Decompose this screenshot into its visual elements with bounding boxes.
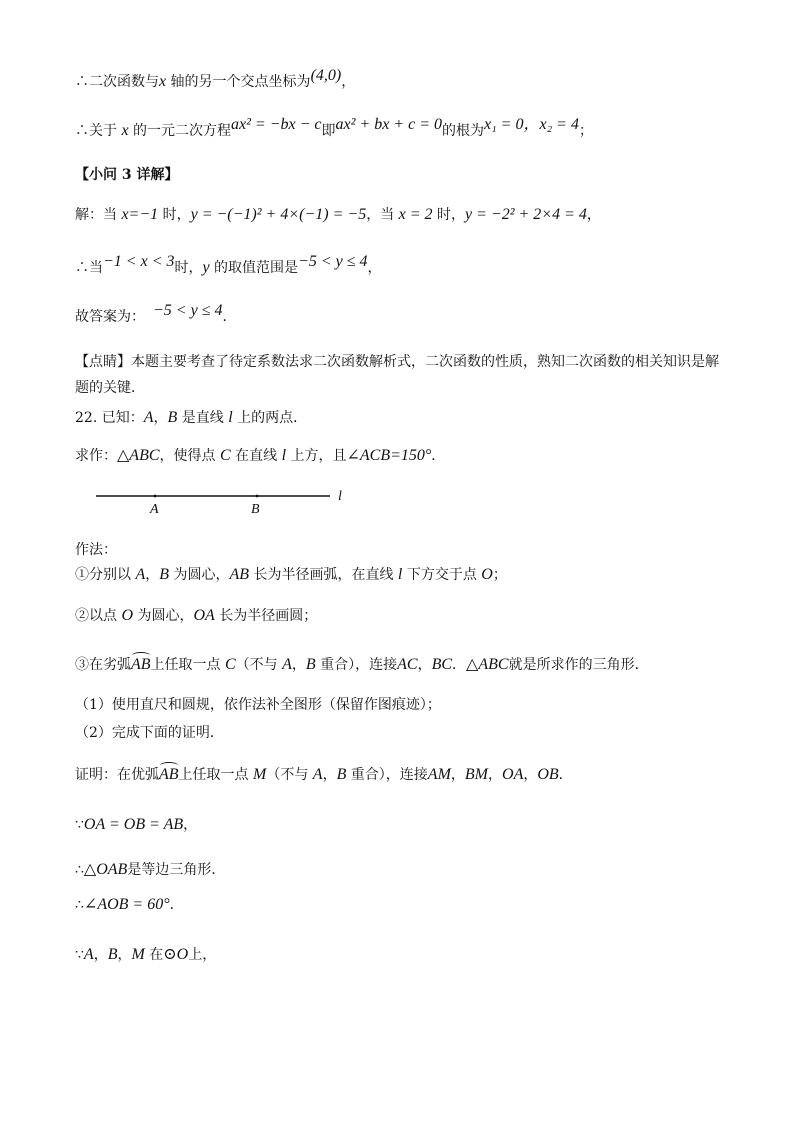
line-step-3	[75, 655, 649, 675]
line-proof-start	[75, 765, 573, 785]
text: ∵	[75, 817, 84, 833]
text: ②以点	[75, 608, 122, 624]
text: 故答案为：	[75, 309, 145, 325]
text: 在	[144, 947, 164, 963]
text: ，	[367, 260, 382, 276]
text: ，	[145, 567, 160, 583]
line-step-2	[75, 606, 317, 626]
text: （2）完成下面的证明．	[75, 725, 224, 741]
math: C	[225, 656, 236, 673]
line-proof-4	[75, 945, 216, 965]
text: ∴关于	[75, 123, 122, 139]
math: OA	[502, 766, 524, 783]
math: B	[336, 766, 347, 783]
math: x = 2	[398, 206, 433, 223]
text: ．	[222, 309, 237, 325]
math: x=−1	[121, 206, 159, 223]
text: ，使得点	[159, 448, 220, 464]
line-proof-3	[75, 895, 184, 915]
math: BC	[431, 656, 453, 673]
text: 上任取一点	[150, 657, 225, 673]
math: ∠AOB = 60°	[83, 896, 170, 913]
text: 上方，且	[286, 448, 347, 464]
text: ∴当	[75, 260, 103, 276]
math: y = −(−1)² + 4×(−1) = −5	[190, 206, 367, 223]
text: 是等边三角形．	[127, 862, 226, 878]
math: A	[135, 566, 146, 583]
text: 重合），连接	[346, 767, 428, 783]
math: x	[159, 73, 167, 90]
math: O	[121, 607, 134, 624]
text: ，	[341, 74, 356, 90]
line-answer	[75, 302, 237, 327]
arc-ab: AB	[159, 766, 179, 783]
math: A	[143, 409, 154, 426]
text: ．	[169, 897, 184, 913]
text: 长为半径画弧，在直线	[249, 567, 398, 583]
text: ①分别以	[75, 567, 136, 583]
math: x	[121, 122, 129, 139]
math: −5 < y ≤ 4	[153, 302, 223, 319]
math: B	[159, 566, 170, 583]
text: ，	[117, 947, 132, 963]
text: ∵	[75, 947, 84, 963]
text: 【小问 3 详解】	[75, 167, 179, 183]
math: −1 < x < 3	[103, 253, 175, 270]
text: 轴的另一个交点坐标为	[166, 74, 311, 90]
math: y	[202, 259, 210, 276]
math: A	[312, 766, 323, 783]
math: −5 < y ≤ 4	[298, 253, 368, 270]
text: ，	[322, 767, 337, 783]
math: AB	[229, 566, 250, 583]
math: O	[481, 566, 493, 583]
math: B	[107, 946, 118, 963]
text: （不与	[266, 767, 313, 783]
math: ax² = −bx − c	[231, 116, 322, 133]
text: 上，	[188, 947, 217, 963]
text: ，	[153, 410, 168, 426]
math: ax² + bx + c = 0	[335, 116, 443, 133]
text: 上的两点．	[232, 410, 308, 426]
math: l	[397, 566, 403, 583]
text: ③在劣弧	[75, 657, 131, 673]
text: （1）使用直尺和圆规，依作法补全图形（保留作图痕迹）；	[75, 697, 441, 713]
text: 为圆心，	[169, 567, 230, 583]
label-l: l	[338, 489, 342, 504]
text: （不与	[235, 657, 283, 673]
line-method-title	[75, 540, 117, 560]
line-intersection-point	[75, 67, 356, 92]
math: OB	[537, 766, 559, 783]
point-b	[256, 495, 259, 498]
line-task-2	[75, 723, 224, 743]
text: ∴	[75, 862, 84, 878]
line-proof-1	[75, 815, 197, 835]
math: A	[83, 946, 94, 963]
line-range	[75, 253, 382, 278]
line-comment-cont	[75, 378, 145, 398]
text: ，当	[366, 207, 399, 223]
math: △ABC	[117, 447, 160, 464]
text: ∴二次函数与	[75, 74, 159, 90]
math: △ABC	[466, 656, 509, 673]
text: 的取值范围是	[209, 260, 299, 276]
text: 解：当	[75, 207, 122, 223]
line-task-1	[75, 695, 441, 715]
math: x₁ = 0，x₂ = 4	[484, 116, 579, 133]
line-l-figure	[90, 482, 390, 522]
text: 22. 已知：	[75, 410, 144, 426]
text: 就是所求作的三角形．	[508, 657, 649, 673]
math: AC	[397, 656, 418, 673]
text: 的一元二次方程	[128, 123, 232, 139]
text: 求作：	[75, 448, 117, 464]
text: ．	[558, 767, 573, 783]
text: ，	[93, 947, 108, 963]
text: ．	[431, 448, 446, 464]
label-b: B	[251, 502, 260, 517]
math: (4,0)	[310, 67, 342, 84]
arc-ab: AB	[131, 656, 151, 673]
text: ，	[586, 207, 601, 223]
text: ；	[492, 567, 507, 583]
text: 时，	[158, 207, 191, 223]
text: 是直线	[177, 410, 229, 426]
line-solution-values	[75, 205, 601, 225]
text: ．	[452, 657, 467, 673]
text: 时，	[174, 260, 203, 276]
text: ，	[523, 767, 538, 783]
math: AM	[427, 766, 451, 783]
text: ∴	[75, 897, 84, 913]
point-a	[154, 495, 157, 498]
math: M	[131, 946, 145, 963]
text: ，	[417, 657, 432, 673]
math: l	[281, 447, 287, 464]
section-heading-q3	[75, 165, 179, 185]
line-construct	[75, 446, 445, 466]
text: 时，	[432, 207, 466, 223]
line-equation-roots	[75, 116, 593, 141]
text: 证明：在优弧	[75, 767, 159, 783]
math: BM	[464, 766, 489, 783]
math: OA	[193, 607, 215, 624]
math: B	[167, 409, 178, 426]
text: 重合），连接	[315, 657, 398, 673]
math: ⊙O	[163, 946, 189, 963]
math: A	[282, 656, 292, 673]
text: 下方交于点	[402, 567, 482, 583]
math: △OAB	[83, 861, 128, 878]
text: ，	[183, 817, 198, 833]
text: 的根为	[442, 123, 485, 139]
math: B	[305, 656, 316, 673]
line-step-1	[75, 565, 507, 585]
text: 【点睛】本题主要考查了待定系数法求二次函数解析式，二次函数的性质，熟知二次函数的相关知识是解	[75, 354, 719, 370]
text: 为圆心，	[133, 608, 194, 624]
line-comment	[75, 352, 719, 372]
text: 长为半径画圆；	[214, 608, 318, 624]
math: l	[228, 409, 233, 426]
text: 题的关键．	[75, 380, 145, 396]
text: 上任取一点	[178, 767, 253, 783]
text: ；	[578, 123, 593, 139]
text: ，	[488, 767, 503, 783]
math: ∠ACB=150°	[346, 447, 432, 464]
math: M	[253, 766, 267, 783]
text: 作法：	[75, 542, 117, 558]
line-problem-22	[75, 408, 307, 428]
math: OA = OB = AB	[83, 816, 184, 833]
text: 在直线	[230, 448, 282, 464]
text: 即	[321, 123, 336, 139]
text: ，	[291, 657, 306, 673]
line-proof-2	[75, 860, 225, 880]
math: y = −2² + 2×4 = 4	[465, 206, 587, 223]
math: C	[219, 447, 231, 464]
label-a: A	[150, 502, 159, 517]
text: ，	[450, 767, 465, 783]
